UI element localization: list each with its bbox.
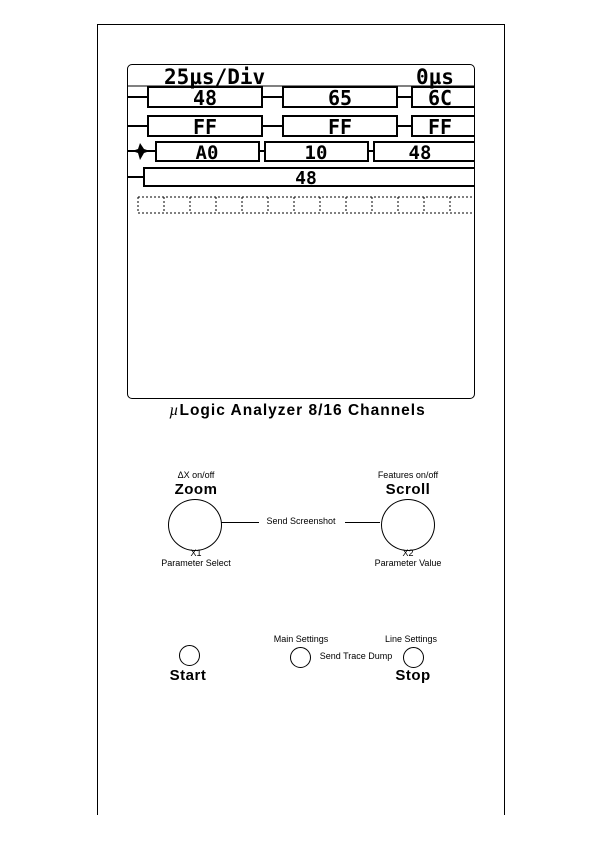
lcd-screen (127, 64, 475, 399)
bus-row-1 (128, 86, 474, 110)
send-trace-dump-label: Send Trace Dump (319, 651, 393, 661)
lcd-display (128, 65, 474, 398)
connector-line (345, 522, 380, 523)
bus-row-3 (128, 142, 474, 164)
scroll-top-label: Features on/off (377, 470, 439, 480)
bus-cell: 10 (304, 142, 328, 164)
zoom-top-label: ΔX on/off (177, 470, 215, 480)
main-settings-label: Main Settings (273, 634, 329, 644)
scroll-knob[interactable] (381, 499, 435, 551)
zoom-bottom-label-2: Parameter Select (161, 558, 231, 568)
zoom-bottom-label-1: X1 (190, 548, 202, 558)
zoom-knob[interactable] (168, 499, 222, 551)
bus-cell: 48 (295, 168, 317, 189)
scroll-bottom-label-1: X2 (402, 548, 414, 558)
stop-label: Stop (395, 667, 431, 684)
bus-cell: A0 (195, 142, 219, 164)
bus-cell: FF (427, 115, 453, 139)
device-title (0, 402, 595, 420)
send-screenshot-label: Send Screenshot (266, 516, 336, 526)
bus-cell: 6C (427, 86, 453, 110)
stop-button[interactable] (403, 647, 424, 668)
lcd-offset: 0µs (416, 65, 454, 89)
bus-cell: FF (327, 115, 353, 139)
zoom-label: Zoom (174, 481, 218, 498)
scroll-label: Scroll (385, 481, 431, 498)
clock-row (138, 197, 474, 213)
bus-cell: 65 (327, 86, 353, 110)
mu-prefix: µ (169, 402, 180, 419)
line-settings-label: Line Settings (384, 634, 438, 644)
bus-cell: 48 (408, 142, 432, 164)
connector-line (221, 522, 259, 523)
bus-cell: FF (192, 115, 218, 139)
bus-cell: 48 (192, 86, 218, 110)
device-title-text: Logic Analyzer 8/16 Channels (179, 402, 426, 419)
start-label: Start (169, 667, 207, 684)
scroll-bottom-label-2: Parameter Value (374, 558, 442, 568)
start-button[interactable] (179, 645, 200, 666)
bus-row-2 (128, 115, 474, 139)
bus-row-4 (128, 168, 474, 189)
main-settings-button[interactable] (290, 647, 311, 668)
lcd-timebase: 25µs/Div (164, 65, 266, 89)
